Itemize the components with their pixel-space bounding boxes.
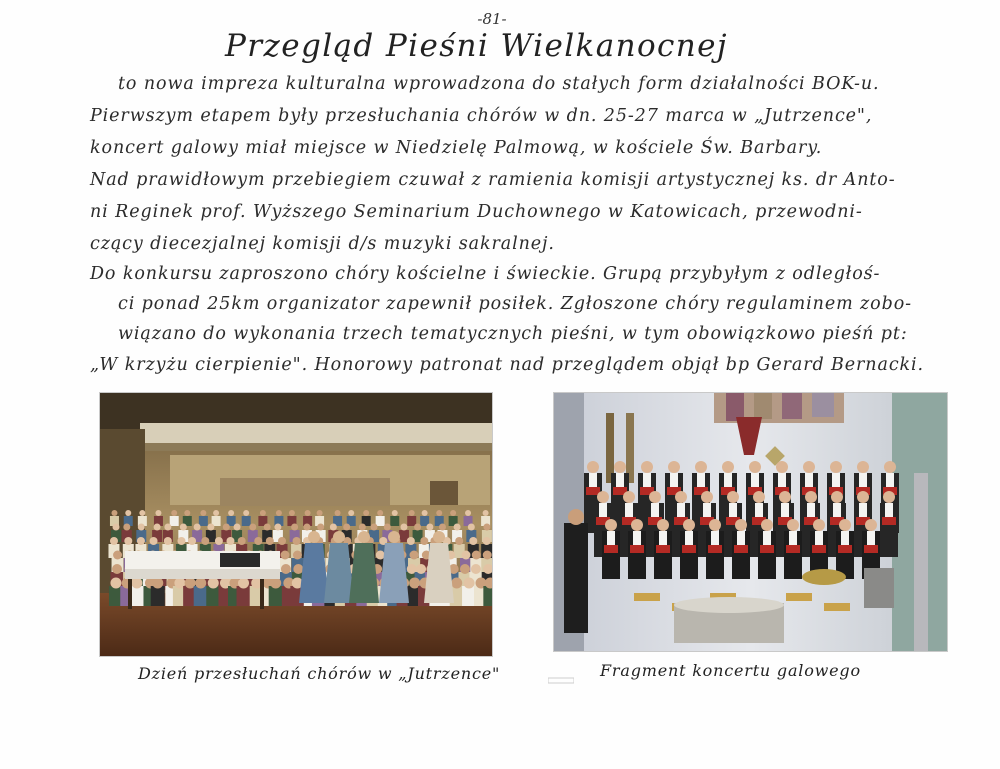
hall-audience-photo bbox=[99, 392, 493, 657]
text-line: Do konkursu zaproszono chóry kościelne i świeckie. Grupą przybyłym z odległoś- bbox=[90, 264, 881, 284]
text-line: ni Reginek prof. Wyższego Seminarium Duchownego w Katowicach, przewodni- bbox=[90, 202, 863, 222]
text-line: wiązano do wykonania trzech tematycznych pieśni, w tym obowiązkowo pieśń pt: bbox=[118, 324, 908, 344]
text-line: czący diecezjalnej komisji d/s muzyki sakralnej. bbox=[90, 234, 555, 254]
page-number: -81- bbox=[477, 10, 507, 28]
church-choir-photo bbox=[553, 392, 948, 652]
archive-stamp-mark bbox=[548, 676, 574, 686]
text-line: „W krzyżu cierpienie". Honorowy patronat nad przeglądem objął bp Gerard Bernacki. bbox=[90, 355, 924, 375]
text-line: koncert galowy miał miejsce w Niedzielę Palmową, w kościele Św. Barbary. bbox=[90, 138, 823, 158]
text-line: ci ponad 25km organizator zapewnił posiłek. Zgłoszone chóry regulaminem zobo- bbox=[118, 294, 912, 314]
text-line: to nowa impreza kulturalna wprowadzona do stałych form działalności BOK-u. bbox=[118, 74, 880, 94]
text-line: Nad prawidłowym przebiegiem czuwał z ramienia komisji artystycznej ks. dr Anto- bbox=[90, 170, 896, 190]
hall-photo-caption: Dzień przesłuchań chórów w „Jutrzence" bbox=[138, 664, 501, 683]
hall-audience-image bbox=[100, 393, 492, 656]
church-choir-image bbox=[554, 393, 947, 651]
choir-photo-caption: Fragment koncertu galowego bbox=[600, 661, 861, 680]
text-line: Pierwszym etapem były przesłuchania chórów w dn. 25-27 marca w „Jutrzence", bbox=[90, 106, 873, 126]
page-title: Przegląd Pieśni Wielkanocnej bbox=[225, 28, 728, 64]
